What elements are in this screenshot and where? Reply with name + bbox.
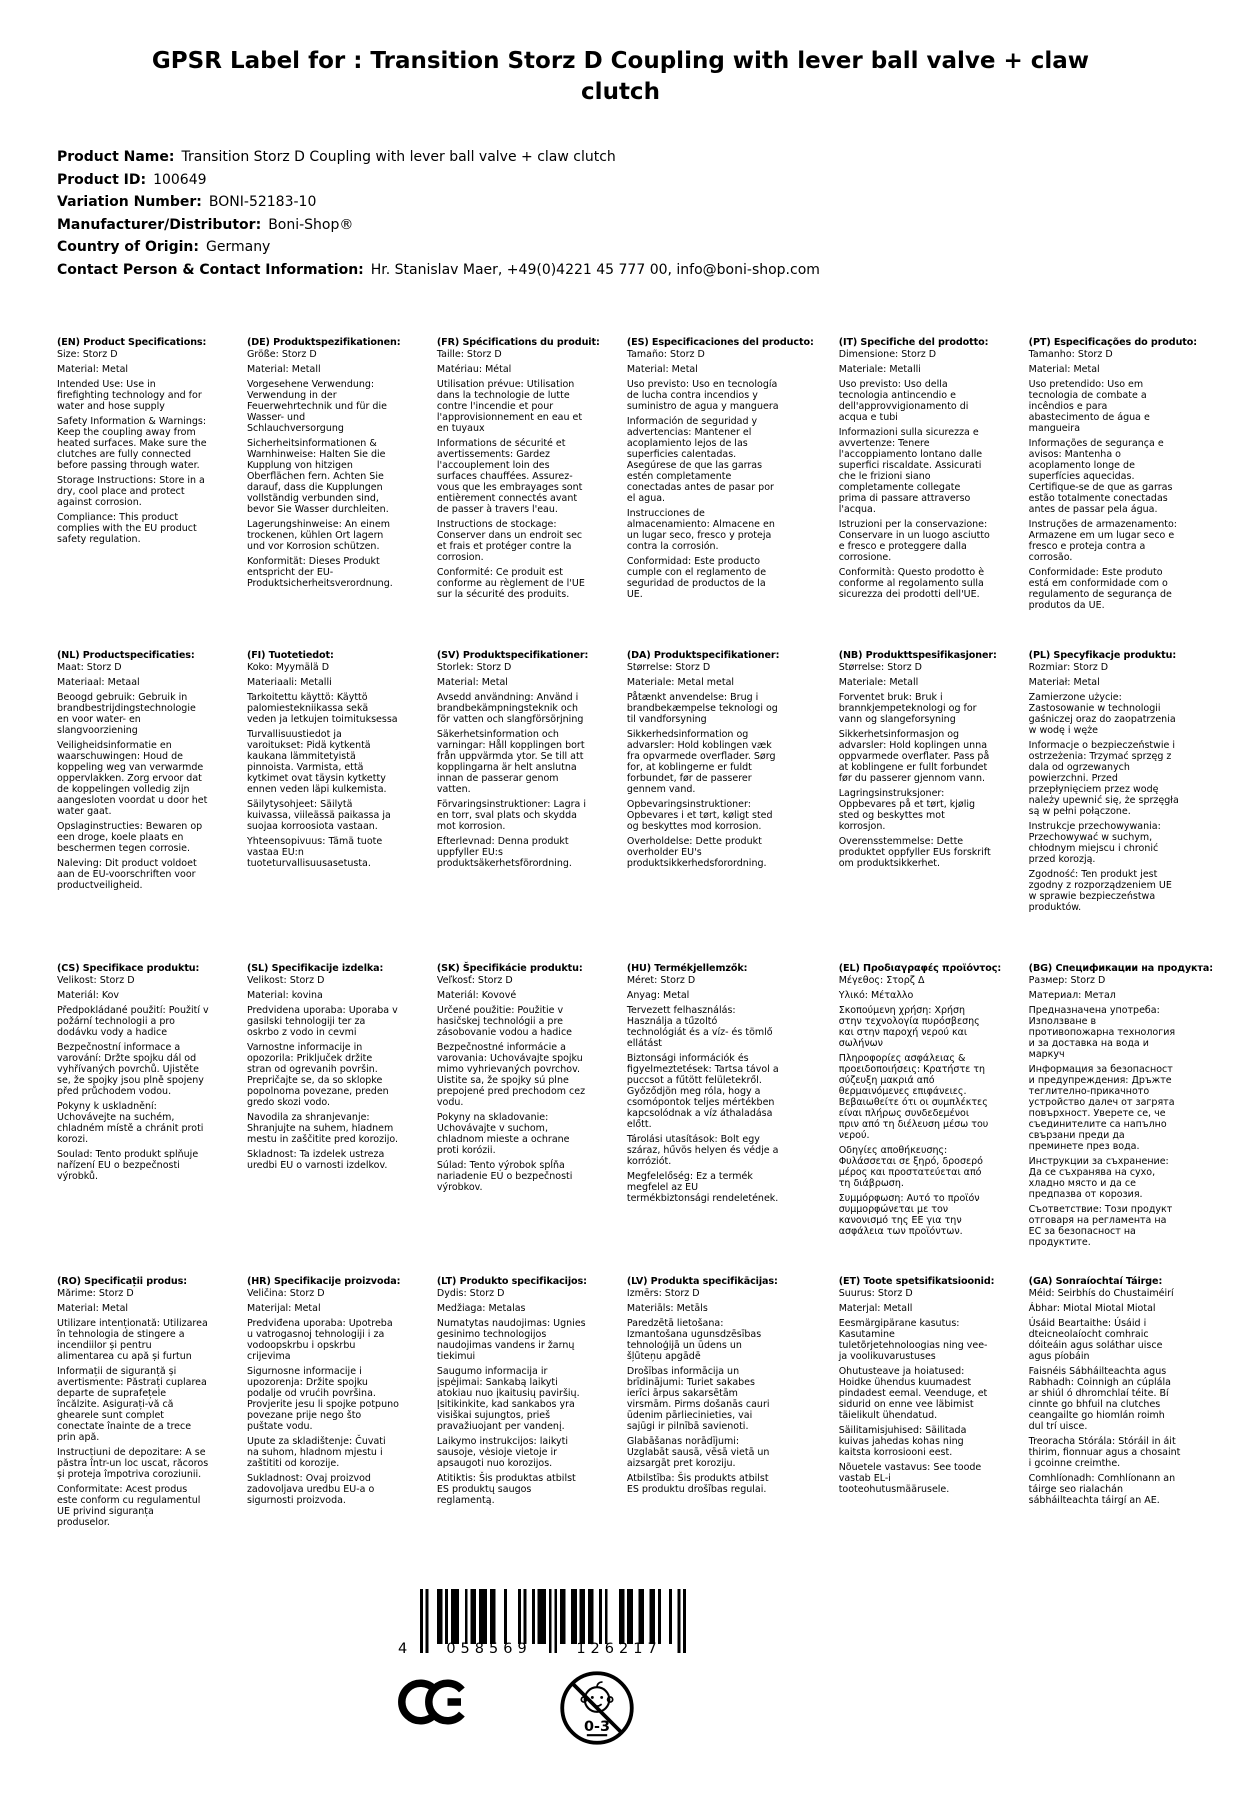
- spec-paragraph: Méid: Seirbhís do Chustaiméirí: [1028, 1288, 1174, 1300]
- spec-paragraph: Veiligheidsinformatie en waarschuwingen: Houd de koppeling weg van verwarmde oppervlakken. Zorg ervoor dat de koppelingen volledig zijn aangesloten voordat u door het water gaat.: [57, 740, 208, 818]
- spec-paragraph: Förvaringsinstruktioner: Lagra i en torr, sval plats och skydda mot korrosion.: [436, 799, 587, 833]
- spec-paragraph: Overholdelse: Dette produkt overholder EU's produktsikkerhedsforordning.: [626, 836, 767, 870]
- lang-header: (EN) Product Specifications:: [57, 337, 207, 349]
- product-field: [57, 236, 1241, 259]
- spec-paragraph: Istruzioni per la conservazione: Conservare in un luogo asciutto e fresco e proteggere dalla corrosione.: [838, 519, 990, 564]
- spec-paragraph: Mărime: Storz D: [57, 1288, 134, 1300]
- lang-block-fi: [247, 650, 412, 963]
- lang-block-hu: [627, 963, 814, 1276]
- spec-paragraph: Izmērs: Storz D: [626, 1288, 700, 1300]
- lang-block-nb: [839, 650, 1004, 963]
- spec-paragraph: Información de seguridad y advertencias: Mantener el acoplamiento lejos de las superficies calentadas. Asegúrese de que las garras estén completamente conectadas antes de pasar por el agua.: [626, 416, 774, 505]
- spec-paragraph: Material: Metal: [1028, 364, 1100, 376]
- lang-block-hr: [247, 1276, 412, 1589]
- lang-header: (SV) Produktspecifikationer:: [436, 650, 589, 662]
- spec-paragraph: Treoracha Stórála: Stóráil in áit thirim, fionnuar agus a chosaint i gcoinne creimthe.: [1028, 1436, 1181, 1470]
- lang-header: (FR) Spécifications du produit:: [436, 337, 600, 349]
- spec-paragraph: Skladnost: Ta izdelek ustreza uredbi EU o varnosti izdelkov.: [246, 1149, 388, 1172]
- lang-header: (SL) Specifikacije izdelka:: [246, 963, 384, 975]
- spec-paragraph: Určené použitie: Použitie v hasičskej technológii a pre zásobovanie vodou a hadice: [436, 1005, 573, 1039]
- spec-paragraph: Dimensione: Storz D: [838, 349, 937, 361]
- spec-paragraph: Drošības informācija un brīdinājumi: Turiet sakabes ierīci ārpus sakarsētām virsmām. Pirms došanās cauri ūdenim pārliecinieties, vai sajūgi ir pilnībā savienoti.: [626, 1366, 770, 1433]
- age-warning-0-3-icon: [558, 1669, 636, 1747]
- spec-paragraph: Navodila za shranjevanje: Shranjujte na suhem, hladnem mestu in zaščitite pred korozijo.: [246, 1112, 399, 1146]
- lang-block-en: [57, 337, 222, 650]
- spec-paragraph: Sigurnosne informacije i upozorenja: Držite spojku podalje od vrućih površina. Provjerite jesu li spojke potpuno povezane prije nego što puštate vodu.: [246, 1366, 399, 1433]
- spec-paragraph: Materiale: Metall: [838, 677, 919, 689]
- spec-paragraph: Storage Instructions: Store in a dry, cool place and protect against corrosion.: [57, 475, 205, 509]
- spec-paragraph: Instrucciones de almacenamiento: Almacene en un lugar seco, fresco y proteja contra la corrosión.: [626, 508, 775, 553]
- lang-block-sk: [437, 963, 602, 1276]
- spec-paragraph: Material: Metal: [436, 677, 508, 689]
- spec-paragraph: Conformidade: Este produto está em conformidade com o regulamento de segurança de produtos da UE.: [1028, 567, 1172, 612]
- field-value: 100649: [153, 171, 207, 188]
- lang-header: (DE) Produktspezifikationen:: [246, 337, 401, 349]
- spec-paragraph: Materiaali: Metalli: [246, 677, 332, 689]
- spec-paragraph: Taille: Storz D: [436, 349, 502, 361]
- lang-block-sl: [247, 963, 412, 1276]
- spec-paragraph: Conformitate: Acest produs este conform cu regulamentul UE privind siguranța produselor.: [57, 1484, 201, 1529]
- compliance-marks: [398, 1669, 1241, 1747]
- spec-paragraph: Glabāšanas norādījumi: Uzglabāt sausā, vēsā vietā un aizsargāt pret koroziju.: [626, 1436, 770, 1470]
- spec-paragraph: Soulad: Tento produkt splňuje nařízení EU o bezpečnosti výrobků.: [57, 1149, 199, 1183]
- spec-paragraph: Size: Storz D: [57, 349, 118, 361]
- spec-paragraph: Laikymo instrukcijos: laikyti sausoje, vėsioje vietoje ir apsaugoti nuo korozijos.: [436, 1436, 569, 1470]
- field-label: Product ID:: [57, 171, 147, 188]
- spec-paragraph: Материал: Метал: [1028, 990, 1116, 1002]
- spec-paragraph: Instruções de armazenamento: Armazene em um lugar seco e fresco e proteja contra a corrosão.: [1028, 519, 1177, 564]
- spec-paragraph: Předpokládané použití: Použití v požární technologii a pro dodávku vody a hadice: [57, 1005, 209, 1039]
- lang-header: (RO) Specificații produs:: [57, 1276, 187, 1288]
- spec-paragraph: Sikkerhetsinformasjon og advarsler: Hold koplingen unna oppvarmede overflater. Pass på at koblingene er fullt forbundet før du passerer gjennom vann.: [838, 729, 990, 785]
- spec-paragraph: Koko: Myymälä D: [246, 662, 330, 674]
- spec-paragraph: Størrelse: Storz D: [838, 662, 922, 674]
- field-label: Variation Number:: [57, 194, 202, 211]
- spec-paragraph: Anyag: Metal: [626, 990, 690, 1002]
- lang-block-es: [627, 337, 814, 650]
- spec-paragraph: Velikost: Storz D: [246, 975, 325, 987]
- spec-paragraph: Materiál: Kovové: [436, 990, 517, 1002]
- spec-paragraph: Paredzētā lietošana: Izmantošana ugunsdzēsības tehnoloģijā un ūdens un šļūteņu apgādē: [626, 1318, 762, 1363]
- spec-paragraph: Rozmiar: Storz D: [1028, 662, 1109, 674]
- lang-block-ro: [57, 1276, 222, 1589]
- lang-block-pl: [1029, 650, 1213, 963]
- spec-paragraph: Atbilstība: Šis produkts atbilst ES produktu drošības regulai.: [626, 1473, 769, 1496]
- spec-paragraph: Beoogd gebruik: Gebruik in brandbestrijdingstechnologie en voor water- en slangvoorziening: [57, 692, 196, 737]
- spec-paragraph: Materiaal: Metaal: [57, 677, 140, 689]
- spec-paragraph: Upute za skladištenje: Čuvati na suhom, hladnom mjestu i zaštititi od korozije.: [246, 1436, 386, 1470]
- product-field: [57, 191, 1241, 214]
- lang-block-cs: [57, 963, 222, 1276]
- lang-block-fr: [437, 337, 602, 650]
- lang-header: (SK) Špecifikácie produktu:: [436, 963, 583, 975]
- spec-paragraph: Konformität: Dieses Produkt entspricht der EU-Produktsicherheitsverordnung.: [246, 556, 393, 590]
- spec-paragraph: Informações de segurança e avisos: Mantenha o acoplamento longe de superfícies aquecidas. Certifique-se de que as garras estão totalmente conectadas antes de passar pela água.: [1028, 438, 1173, 516]
- spec-paragraph: Nõuetele vastavus: See toode vastab EL-i tooteohutusmäärusele.: [838, 1462, 982, 1496]
- spec-paragraph: Compliance: This product complies with the EU product safety regulation.: [57, 512, 197, 546]
- spec-paragraph: Tárolási utasítások: Bolt egy száraz, hűvös helyen és védje a korróziót.: [626, 1134, 779, 1168]
- lang-block-el: [839, 963, 1004, 1276]
- spec-paragraph: Material: Metal: [626, 364, 698, 376]
- spec-paragraph: Tamaño: Storz D: [626, 349, 705, 361]
- page-title: GPSR Label for : Transition Storz D Coupling with lever ball valve + claw clutch: [151, 48, 1090, 106]
- spec-paragraph: Naleving: Dit product voldoet aan de EU-voorschriften voor productveiligheid.: [57, 858, 197, 892]
- spec-paragraph: Uso previsto: Uso della tecnologia antincendio e dell'approvvigionamento di acqua e tubi: [838, 379, 969, 424]
- spec-paragraph: Lagerungshinweise: An einem trockenen, kühlen Ort lagern und vor Korrosion schützen.: [246, 519, 390, 553]
- spec-paragraph: Veľkosť: Storz D: [436, 975, 513, 987]
- spec-paragraph: Informations de sécurité et avertissements: Gardez l'accouplement loin des surfaces chauffées. Assurez-vous que les embrayages sont entièrement connectés avant de passer à travers l'eau.: [436, 438, 583, 516]
- spec-paragraph: Размер: Storz D: [1028, 975, 1106, 987]
- spec-paragraph: Turvallisuustiedot ja varoitukset: Pidä kytkentä kaukana lämmitetyistä pinnoista. Varmista, että kytkimet ovat täysin kytketty ennen veden läpi kulkemista.: [246, 729, 387, 796]
- lang-header: (ES) Especificaciones del producto:: [626, 337, 814, 349]
- barcode-right-digits: 126217: [576, 1641, 662, 1658]
- spec-paragraph: Sicherheitsinformationen & Warnhinweise: Halten Sie die Kupplung von hitzigen Oberflächen fern. Achten Sie darauf, dass die Kupplungen vollständig verbunden sind, bevor Sie Wasser durchleiten.: [246, 438, 389, 516]
- lang-header: (PT) Especificações do produto:: [1028, 337, 1198, 349]
- spec-paragraph: Sukladnost: Ovaj proizvod zadovoljava uredbu EU-a o sigurnosti proizvoda.: [246, 1473, 375, 1507]
- spec-paragraph: Σκοπούμενη χρήση: Χρήση στην τεχνολογία πυρόσβεσης και στην παροχή νερού και σωλήνων: [838, 1005, 980, 1050]
- spec-paragraph: Tarkoitettu käyttö: Käyttö palomiestekniikassa sekä veden ja letkujen toimituksessa: [246, 692, 398, 726]
- lang-block-ga: [1029, 1276, 1213, 1589]
- lang-header: (BG) Спецификации на продукта:: [1028, 963, 1213, 975]
- lang-block-bg: [1029, 963, 1213, 1276]
- language-grid: [57, 337, 1213, 1589]
- spec-paragraph: Intended Use: Use in firefighting technology and for water and hose supply: [57, 379, 202, 413]
- spec-paragraph: Informacje o bezpieczeństwie i ostrzeżenia: Trzymać sprzęg z dala od ogrzewanych powierzchni. Przed przepłynięciem przez wodę należy upewnić się, że sprzęgła są w pełni połączone.: [1028, 740, 1179, 818]
- spec-paragraph: Vorgesehene Verwendung: Verwendung in der Feuerwehrtechnik und für die Wasser- und Schlauchversorgung: [246, 379, 387, 435]
- spec-paragraph: Lagringsinstruksjoner: Oppbevares på et tørt, kjølig sted og beskyttes mot korrosjon.: [838, 788, 976, 833]
- lang-block-sv: [437, 650, 602, 963]
- lang-header: (ET) Toote spetsifikatsioonid:: [838, 1276, 995, 1288]
- spec-paragraph: Dydis: Storz D: [436, 1288, 505, 1300]
- lang-header: (IT) Specifiche del prodotto:: [838, 337, 989, 349]
- lang-header: (HU) Termékjellemzők:: [626, 963, 748, 975]
- spec-paragraph: Yhteensopivuus: Tämä tuote vastaa EU:n tuoteturvallisuusasetusta.: [246, 836, 383, 870]
- spec-paragraph: Eesmärgipärane kasutus: Kasutamine tuletõrjetehnoloogias ning vee- ja voolikuvarustuses: [838, 1318, 988, 1363]
- spec-paragraph: Overensstemmelse: Dette produktet oppfyller EUs forskrift om produktsikkerhet.: [838, 836, 991, 870]
- spec-paragraph: Инструкции за съхранение: Да се съхранява на сухо, хладно място и да се предпазва от корозия.: [1028, 1156, 1169, 1201]
- label-footer: [398, 1589, 1241, 1747]
- spec-paragraph: Påtænkt anvendelse: Brug i brandbekæmpelse teknologi og til vandforsyning: [626, 692, 778, 726]
- spec-paragraph: Súlad: Tento výrobok spĺňa nariadenie EÚ o bezpečnosti výrobkov.: [436, 1160, 573, 1194]
- spec-paragraph: Sikkerhedsinformation og advarsler: Hold koblingen væk fra opvarmede overflader. Sørg for, at koblingerne er fuldt forbundet, før de passerer gennem vand.: [626, 729, 776, 796]
- spec-paragraph: Zamierzone użycie: Zastosowanie w technologii gaśniczej oraz do zaopatrzenia w wodę i węże: [1028, 692, 1176, 737]
- spec-paragraph: Ábhar: Miotal Miotal Miotal: [1028, 1303, 1156, 1315]
- spec-paragraph: Avsedd användning: Använd i brandbekämpningsteknik och för vatten och slangförsörjning: [436, 692, 584, 726]
- spec-paragraph: Varnostne informacije in opozorila: Priključek držite stran od ogrevanih površin. Prepričajte se, da so sklopke popolnoma povezane, preden gredo skozi vodo.: [246, 1042, 389, 1109]
- ce-mark-icon: [398, 1677, 470, 1727]
- lang-header: (NB) Produkttspesifikasjoner:: [838, 650, 997, 662]
- lang-header: (FI) Tuotetiedot:: [246, 650, 334, 662]
- spec-paragraph: Säilitamisjuhised: Säilitada kuivas jahedas kohas ning kaitsta korrosiooni eest.: [838, 1425, 967, 1459]
- spec-paragraph: Υλικό: Μέταλλο: [838, 990, 914, 1002]
- spec-paragraph: Predvidena uporaba: Uporaba v gasilski tehnologiji ter za oskrbo z vodo in cevmi: [246, 1005, 398, 1039]
- spec-paragraph: Material: Metal: [57, 1303, 129, 1315]
- lang-header: (PL) Specyfikacje produktu:: [1028, 650, 1177, 662]
- spec-paragraph: Pokyny k uskladnění: Uchovávejte na suchém, chladném místě a chránit proti korozi.: [57, 1101, 204, 1146]
- barcode-left-digits: 058569: [446, 1641, 532, 1658]
- spec-paragraph: Safety Information & Warnings: Keep the coupling away from heated surfaces. Make sure the clutches are fully connected before passing through water.: [57, 416, 207, 472]
- spec-paragraph: Informații de siguranță și avertismente: Păstrați cuplarea departe de suprafețele încălzite. Asigurați-vă că ghearele sunt complet conectate înainte de a trece prin apă.: [57, 1366, 207, 1444]
- spec-paragraph: Méret: Storz D: [626, 975, 696, 987]
- spec-paragraph: Utilizare intenționată: Utilizarea în tehnologia de stingere a incendiilor și pentru alimentarea cu apă și furtun: [57, 1318, 208, 1363]
- spec-paragraph: Πληροφορίες ασφάλειας & προειδοποιήσεις: Κρατήστε τη σύζευξη μακριά από θερμαινόμενες επιφάνειες. Βεβαιωθείτε ότι οι συμπλέκτες είναι πλήρως συνδεδεμένοι πριν από τη διέλευση μέσω του νερού.: [838, 1053, 989, 1142]
- lang-block-da: [627, 650, 814, 963]
- spec-paragraph: Conformità: Questo prodotto è conforme al regolamento sulla sicurezza dei prodotti dell'UE.: [838, 567, 985, 601]
- spec-paragraph: Instructions de stockage: Conserver dans un endroit sec et frais et protéger contre la corrosion.: [436, 519, 583, 564]
- spec-paragraph: Efterlevnad: Denna produkt uppfyller EU:s produktsäkerhetsförordning.: [436, 836, 572, 870]
- field-label: Manufacturer/Distributor:: [57, 216, 262, 233]
- spec-paragraph: Suurus: Storz D: [838, 1288, 913, 1300]
- spec-paragraph: Tervezett felhasználás: Használja a tűzoltó technológiát és a víz- és tömlő ellátást: [626, 1005, 773, 1050]
- field-value: Germany: [206, 239, 271, 256]
- spec-paragraph: Velikost: Storz D: [57, 975, 135, 987]
- spec-paragraph: Materjal: Metall: [838, 1303, 913, 1315]
- spec-paragraph: Materiale: Metal metal: [626, 677, 735, 689]
- spec-paragraph: Предназначена употреба: Използване в противопожарна технология и за доставка на вода и маркуч: [1028, 1005, 1176, 1061]
- lang-block-de: [247, 337, 412, 650]
- spec-paragraph: Instrucțiuni de depozitare: A se păstra într-un loc uscat, răcoros și proteja împotriva coroziunii.: [57, 1447, 209, 1481]
- spec-paragraph: Maat: Storz D: [57, 662, 122, 674]
- spec-paragraph: Úsáid Beartaithe: Úsáid i dteicneolaíocht comhraic dóiteáin agus soláthar uisce agus píobáin: [1028, 1318, 1163, 1363]
- lang-block-it: [839, 337, 1004, 650]
- spec-paragraph: Megfelelőség: Ez a termék megfelel az EU termékbiztonsági rendeletének.: [626, 1171, 779, 1205]
- product-field: [57, 214, 1241, 237]
- spec-paragraph: Biztonsági információk és figyelmeztetések: Tartsa távol a puccsot a fűtött felületekről. Győződjön meg róla, hogy a csomópontok teljes mértékben kapcsolódnak a víz áthaladása előtt.: [626, 1053, 779, 1131]
- spec-paragraph: Οδηγίες αποθήκευσης: Φυλάσσεται σε ξηρό, δροσερό μέρος και προστατεύεται από τη διάβρωση.: [838, 1145, 983, 1190]
- spec-paragraph: Materijal: Metal: [246, 1303, 321, 1315]
- spec-paragraph: Größe: Storz D: [246, 349, 317, 361]
- spec-paragraph: Størrelse: Storz D: [626, 662, 711, 674]
- spec-paragraph: Opbevaringsinstruktioner: Opbevares i et tørt, køligt sted og beskyttes mod korrosion.: [626, 799, 773, 833]
- spec-paragraph: Numatytas naudojimas: Ugnies gesinimo technologijos naudojimas vandens ir žarnų tiekimui: [436, 1318, 586, 1363]
- spec-paragraph: Materiał: Metal: [1028, 677, 1100, 689]
- spec-paragraph: Uso previsto: Uso en tecnología de lucha contra incendios y suministro de agua y manguera: [626, 379, 779, 413]
- spec-paragraph: Medžiaga: Metalas: [436, 1303, 526, 1315]
- lang-header: (NL) Productspecificaties:: [57, 650, 195, 662]
- spec-paragraph: Säkerhetsinformation och varningar: Håll kopplingen bort från uppvärmda ytor. Se till att kopplingarna är helt anslutna innan de passerar genom vatten.: [436, 729, 585, 796]
- spec-paragraph: Uso pretendido: Uso em tecnologia de combate a incêndios e para abastecimento de água e mangueira: [1028, 379, 1150, 435]
- spec-paragraph: Matériau: Métal: [436, 364, 512, 376]
- barcode-lead-digit: 4: [398, 1641, 408, 1658]
- lang-block-pt: [1029, 337, 1213, 650]
- spec-paragraph: Utilisation prévue: Utilisation dans la technologie de lutte contre l'incendie et pour l'approvisionnement en eau et en tuyaux: [436, 379, 583, 435]
- field-label: Country of Origin:: [57, 239, 199, 256]
- spec-paragraph: Conformité: Ce produit est conforme au règlement de l'UE sur la sécurité des produits.: [436, 567, 585, 601]
- spec-paragraph: Bezpečnostné informácie a varovania: Uchovávajte spojku mimo vyhrievaných povrchov. Uistite sa, že spojky sú plne prepojené pred prechodom cez vodu.: [436, 1042, 586, 1109]
- lang-block-lv: [627, 1276, 814, 1589]
- product-info: [57, 146, 1241, 281]
- spec-paragraph: Conformidad: Este producto cumple con el reglamento de seguridad de productos de la UE.: [626, 556, 767, 601]
- field-value: BONI-52183-10: [208, 194, 317, 211]
- age-warning-label: 0-3: [583, 1718, 611, 1735]
- field-label: Product Name:: [57, 149, 175, 166]
- spec-paragraph: Faisnéis Sábháilteachta agus Rabhadh: Coinnigh an cúplála ar shiúl ó dhromchlaí téite. Bí cinnte go bhfuil na clutches ceangailte go hiomlán roimh dul trí uisce.: [1028, 1366, 1171, 1433]
- spec-paragraph: Saugumo informacija ir įspėjimai: Sankabą laikyti atokiau nuo įkaitusių paviršių. Įsitikinkite, kad sankabos yra visiškai sujungtos, prieš pravažiuojant per vandenį.: [436, 1366, 580, 1433]
- lang-header: (CS) Specifikace produktu:: [57, 963, 200, 975]
- product-field: [57, 259, 1241, 282]
- spec-paragraph: Materiale: Metalli: [838, 364, 921, 376]
- spec-paragraph: Informazioni sulla sicurezza e avvertenze: Tenere l'accoppiamento lontano dalle superfici riscaldate. Assicurati che le frizioni siano completamente collegate prima di passare attraverso l'acqua.: [838, 427, 983, 516]
- spec-paragraph: Tamanho: Storz D: [1028, 349, 1113, 361]
- lang-header: (LV) Produkta specifikācijas:: [626, 1276, 778, 1288]
- field-value: Hr. Stanislav Maer, +49(0)4221 45 777 00, info@boni-shop.com: [370, 261, 820, 278]
- spec-paragraph: Μέγεθος: Στορζ Δ: [838, 975, 925, 987]
- product-field: [57, 169, 1241, 192]
- spec-paragraph: Opslaginstructies: Bewaren op een droge, koele plaats en beschermen tegen corrosie.: [57, 821, 203, 855]
- field-label: Contact Person & Contact Information:: [57, 261, 364, 278]
- spec-paragraph: Säilytysohjeet: Säilytä kuivassa, viileässä paikassa ja suojaa korroosiota vastaan.: [246, 799, 391, 833]
- field-value: Transition Storz D Coupling with lever ball valve + claw clutch: [181, 149, 616, 166]
- spec-paragraph: Pokyny na skladovanie: Uchovávajte v suchom, chladnom mieste a ochrane proti korózii.: [436, 1112, 570, 1157]
- spec-paragraph: Bezpečnostní informace a varování: Držte spojku dál od vyhřívaných povrchů. Ujistěte se, že spojky jsou plně spojeny před průchodem vodou.: [57, 1042, 204, 1098]
- lang-block-et: [839, 1276, 1004, 1589]
- spec-paragraph: Съответствие: Този продукт отговаря на регламента на ЕС за безопасност на продуктите.: [1028, 1204, 1173, 1249]
- spec-paragraph: Comhlíonadh: Comhlíonann an táirge seo rialachán sábháilteachta táirgí an AE.: [1028, 1473, 1176, 1507]
- field-value: Boni-Shop®: [268, 216, 354, 233]
- spec-paragraph: Material: Metall: [246, 364, 321, 376]
- lang-header: (LT) Produkto specifikacijos:: [436, 1276, 587, 1288]
- spec-paragraph: Storlek: Storz D: [436, 662, 512, 674]
- ean-barcode: [398, 1589, 690, 1665]
- spec-paragraph: Material: kovina: [246, 990, 323, 1002]
- spec-paragraph: Forventet bruk: Bruk i brannkjempeteknologi og for vann og slangeforsyning: [838, 692, 977, 726]
- lang-header: (DA) Produktspecifikationer:: [626, 650, 780, 662]
- lang-block-lt: [437, 1276, 602, 1589]
- spec-paragraph: Material: Metal: [57, 364, 129, 376]
- spec-paragraph: Materiāls: Metāls: [626, 1303, 708, 1315]
- spec-paragraph: Atitiktis: Šis produktas atbilst ES produktų saugos reglamentą.: [436, 1473, 576, 1507]
- spec-paragraph: Zgodność: Ten produkt jest zgodny z rozporządzeniem UE w sprawie bezpieczeństwa produktów.: [1028, 869, 1172, 914]
- spec-paragraph: Συμμόρφωση: Αυτό το προϊόν συμμορφώνεται με τον κανονισμό της ΕΕ για την ασφάλεια των προϊόντων.: [838, 1193, 980, 1238]
- product-field: [57, 146, 1241, 169]
- spec-paragraph: Информация за безопасност и предупреждения: Дръжте теглително-прикачното устройство далеч от загрята повърхност. Уверете се, че съединителите са напълно свързани преди да преминете през вода.: [1028, 1064, 1175, 1153]
- lang-header: (HR) Specifikacije proizvoda:: [246, 1276, 401, 1288]
- lang-header: (GA) Sonraíochtaí Táirge:: [1028, 1276, 1163, 1288]
- lang-block-nl: [57, 650, 222, 963]
- spec-paragraph: Veličina: Storz D: [246, 1288, 325, 1300]
- spec-paragraph: Materiál: Kov: [57, 990, 120, 1002]
- spec-paragraph: Predviđena uporaba: Upotreba u vatrogasnoj tehnologiji i za vodoopskrbu i opskrbu crijevima: [246, 1318, 393, 1363]
- spec-paragraph: Ohutusteave ja hoiatused: Hoidke ühendus kuumadest pindadest eemal. Veenduge, et sidurid on enne vee läbimist täielikult ühendatud.: [838, 1366, 988, 1422]
- lang-header: (EL) Προδιαγραφές προϊόντος:: [838, 963, 1002, 975]
- spec-paragraph: Instrukcje przechowywania: Przechowywać w suchym, chłodnym miejscu i chronić przed korozją.: [1028, 821, 1161, 866]
